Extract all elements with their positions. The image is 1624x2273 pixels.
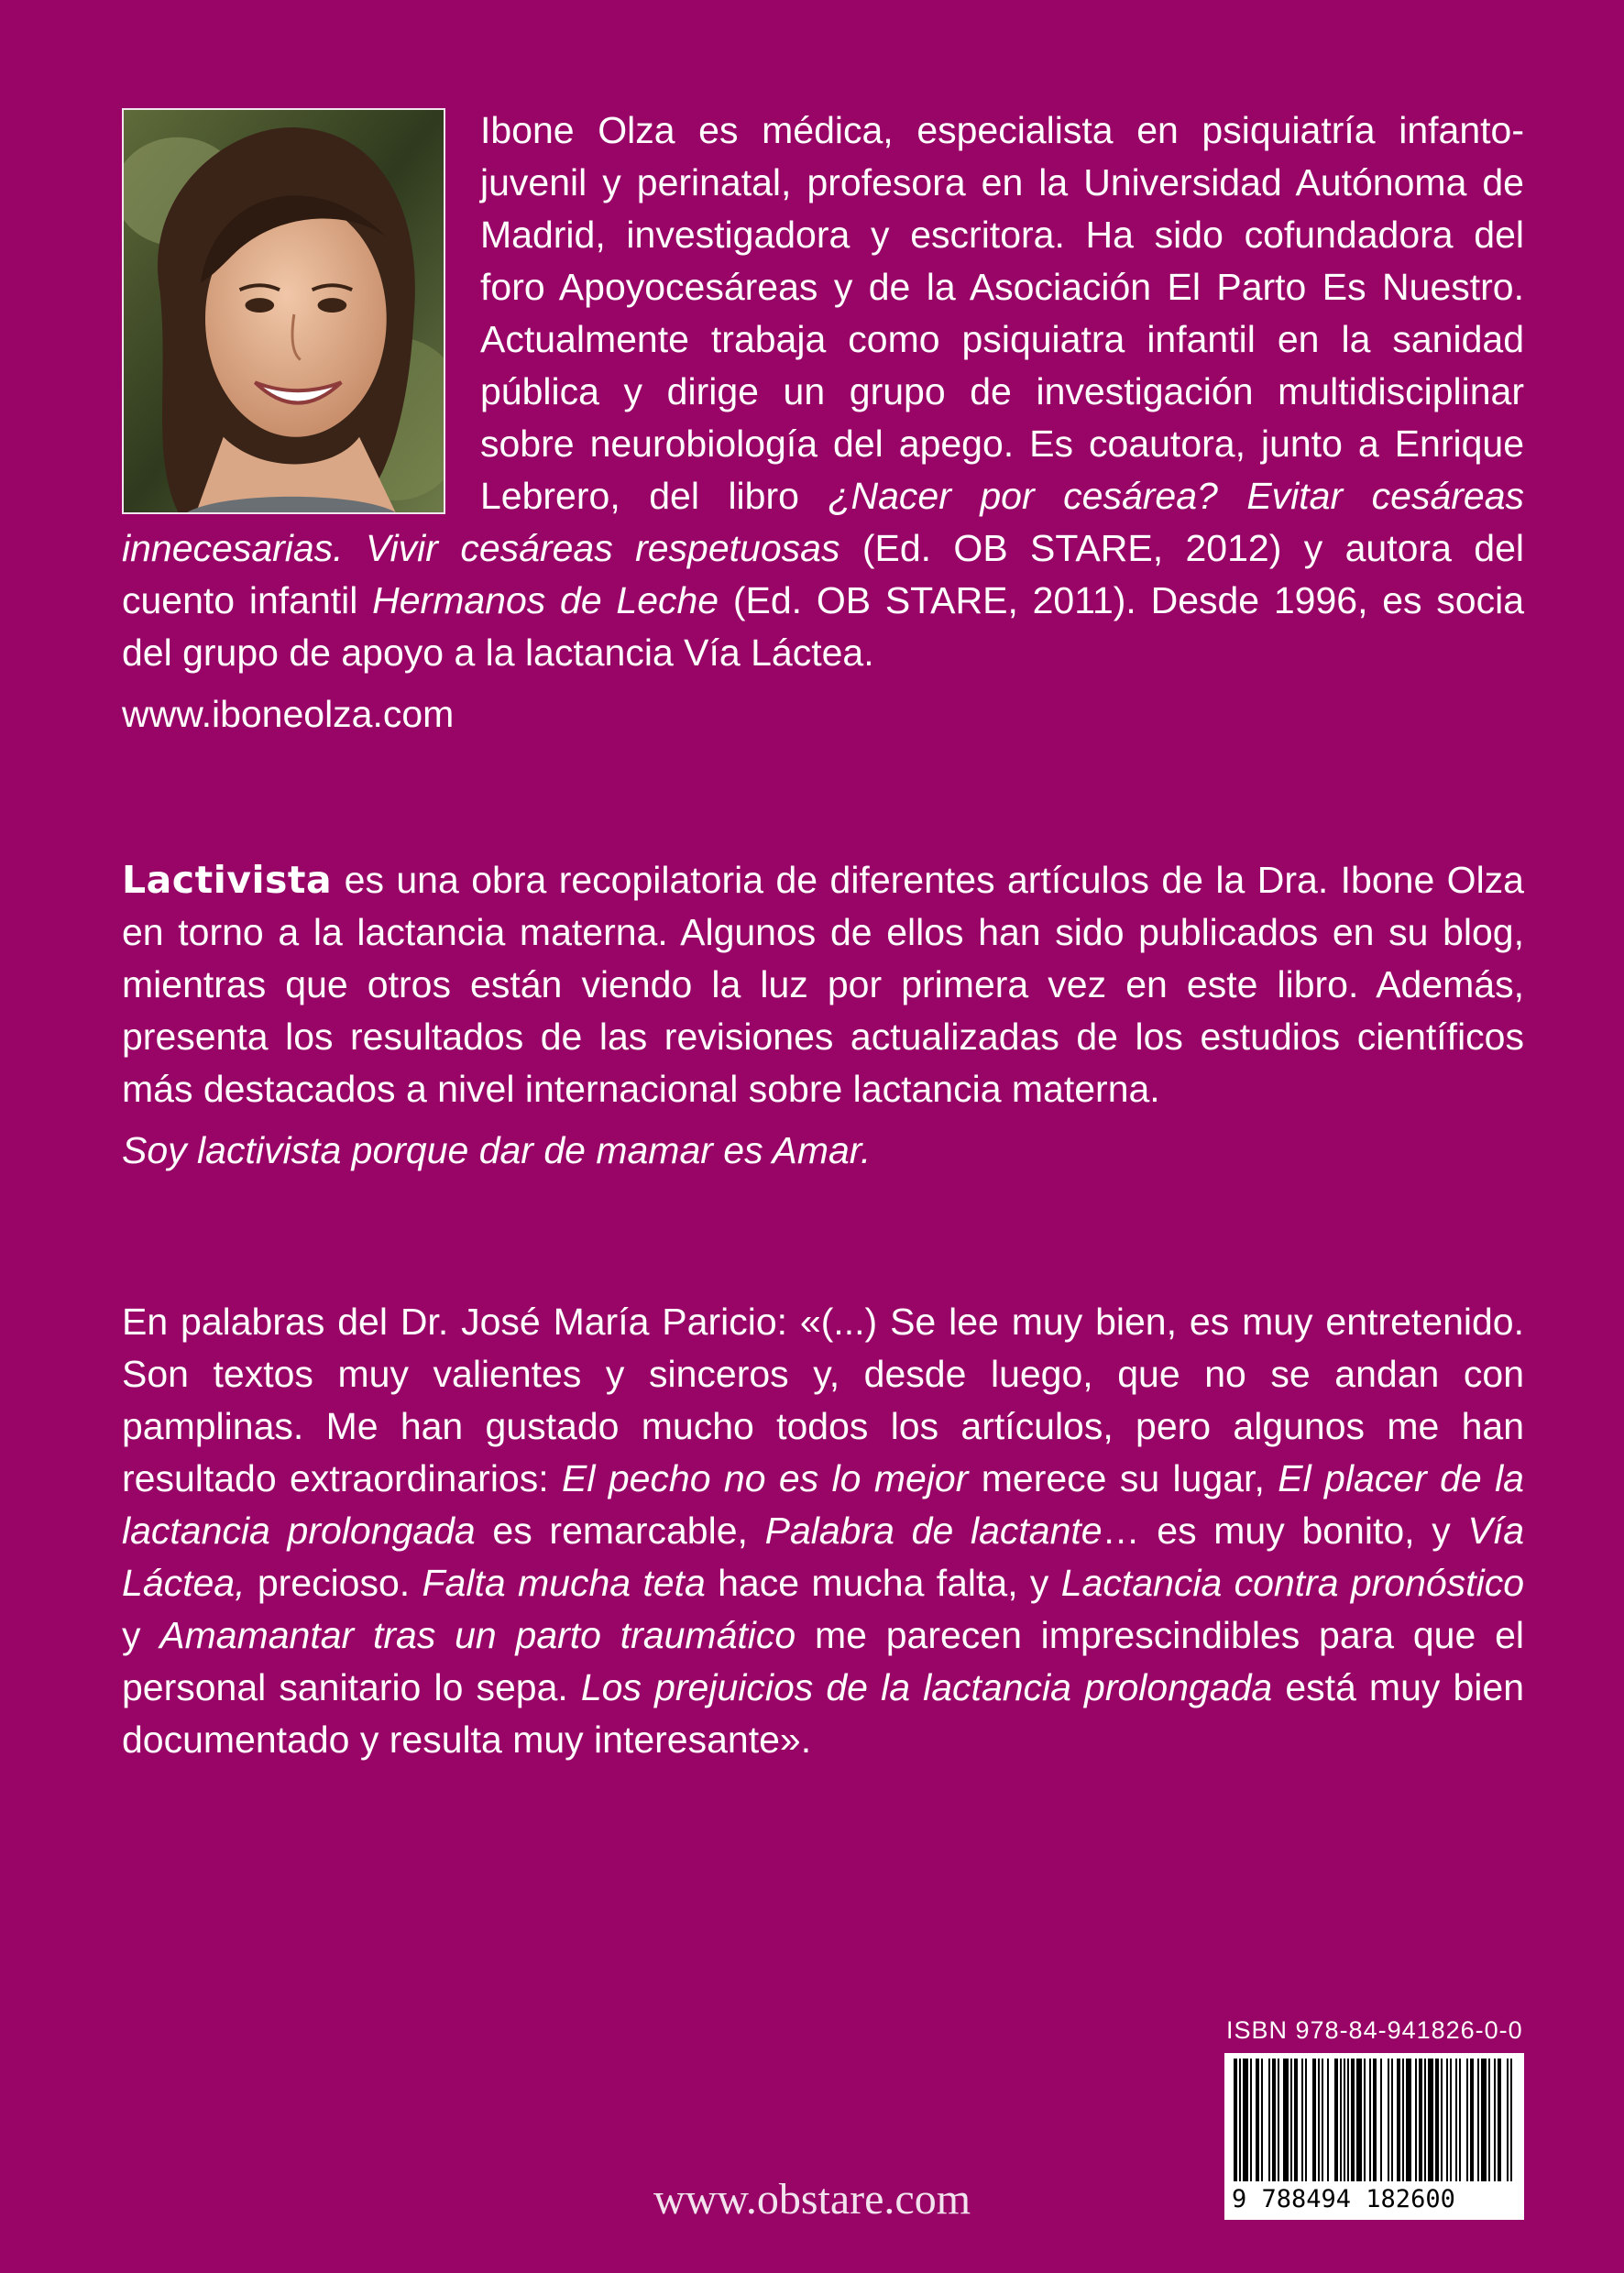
quote-article-title: Vía Láctea, [122,1510,1524,1604]
quote-text: … es muy bonito, y [1102,1510,1468,1552]
book-description [122,854,1524,1177]
quote-text: y [122,1614,160,1656]
quote-article-title: Falta mucha teta [422,1562,706,1604]
bio-text-1: Ibone Olza es médica, especialista en psiquiatría infanto-juvenil y perinatal, profesora en la Universidad Autónoma de Madrid, investigadora y escritora. Ha sido cofundadora del foro Apoyocesáreas y de la Asociación El Parto Es Nuestro. Actualmente trabaja como psiquiatra infantil en la sanidad pública y dirige un grupo de investigación multidisciplinar sobre neurobiología del apego. Es coautora, junto a Enrique Lebrero, del libro [480,109,1524,517]
barcode-digits: 9 788494 182600 [1232,2185,1455,2213]
quote-article-title: El placer de la lactancia prolongada [122,1457,1524,1552]
quote-article-title: Los prejuicios de la lactancia prolongada [580,1666,1273,1708]
bio-text-3: (Ed. OB STARE, 2011). Desde 1996, es socia del grupo de apoyo a la lactancia Vía Láctea. [122,579,1524,674]
quote-text: es remarcable, [475,1510,765,1552]
quote-paragraph [122,1296,1524,1766]
quote-text: está muy bien documentado y resulta muy interesante». [122,1666,1524,1761]
quote-article-title: Lactancia contra pronóstico [1060,1562,1525,1604]
quote-text: hace mucha falta, y [705,1562,1061,1604]
quote-text: precioso. [245,1562,422,1604]
author-website[interactable]: www.iboneolza.com [122,693,455,735]
description-body: es una obra recopilatoria de diferentes artículos de la Dra. Ibone Olza en torno a la lactancia materna. Algunos de ellos han sido publicados en su blog, mientras que otros están viendo la luz por primera vez en este libro. Además, presenta los resultados de las revisiones actualizadas de los estudios científicos más destacados a nivel internacional sobre lactancia materna. [122,859,1524,1110]
quote-article-title: El pecho no es lo mejor [562,1457,969,1499]
description-paragraph [122,854,1524,1115]
bio-book-title-1: ¿Nacer por cesárea? Evitar cesáreas innecesarias. Vivir cesáreas respetuosas [122,475,1525,569]
publisher-website[interactable]: www.obstare.com [653,2175,971,2224]
bio-text-2: (Ed. OB STARE, 2012) y autora del cuento infantil [122,527,1524,621]
quote-text: me parecen imprescindibles para que el personal sanitario lo sepa. [122,1614,1524,1708]
review-quote [122,1296,1524,1766]
book-title: Lactivista [122,858,333,902]
quote-text: En palabras del Dr. José María Paricio: «(...) Se lee muy bien, es muy entretenido. Son textos muy valientes y sinceros y, desde luego, que no se andan con pamplinas. Me han gustado mucho todos los artículos, pero algunos me han resultado extraordinarios: [122,1301,1524,1499]
author-bio [122,104,1524,741]
quote-article-title: Amamantar tras un parto traumático [159,1614,796,1656]
isbn-label: ISBN 978-84-941826-0-0 [1226,2016,1523,2044]
bio-book-title-2: Hermanos de Leche [372,579,719,621]
quote-article-title: Palabra de lactante [764,1510,1103,1552]
quote-text: merece su lugar, [968,1457,1278,1499]
motto: Soy lactivista porque dar de mamar es Amar. [122,1129,872,1171]
